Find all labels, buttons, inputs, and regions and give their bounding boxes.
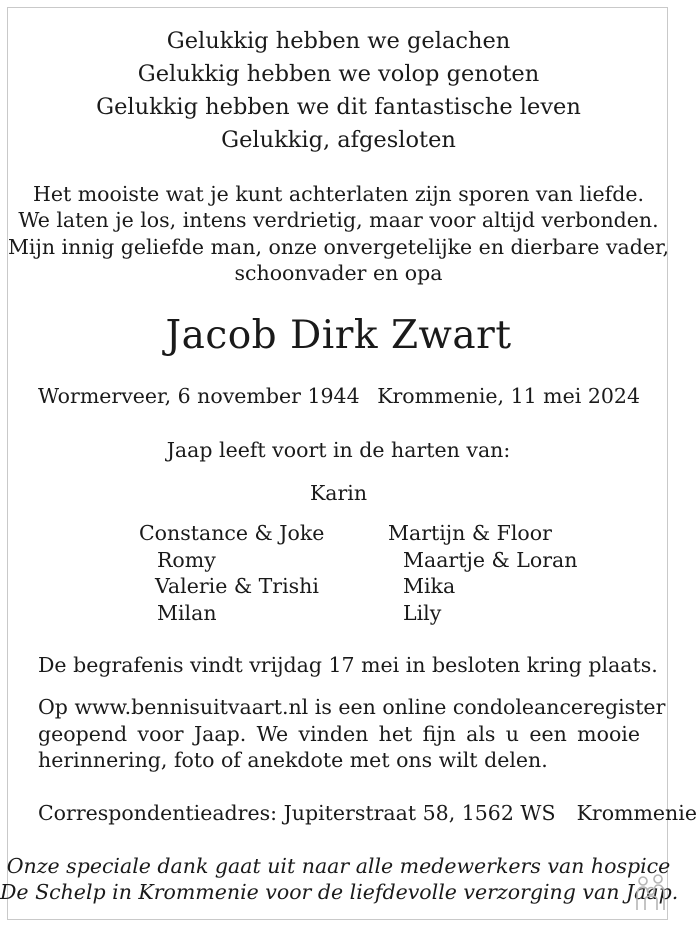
- deceased-name: Jacob Dirk Zwart: [165, 313, 512, 358]
- poem-line-4: Gelukkig, afgesloten: [221, 127, 456, 153]
- correspondence-address: [38, 801, 697, 825]
- survivors-heading: Jaap leeft voort in de harten van:: [166, 438, 511, 462]
- birth-place-date: Wormerveer, 6 november 1944: [38, 384, 360, 408]
- left-family-child: Milan: [157, 601, 217, 625]
- address-label: Correspondentieadres:: [38, 801, 278, 825]
- funeral-notice: De begrafenis vindt vrijdag 17 mei in besloten kring plaats.: [38, 653, 658, 677]
- right-family-child: Mika: [403, 574, 456, 598]
- thanks-line-2: De Schelp in Krommenie voor de liefdevolle verzorging van Jaap.: [0, 880, 679, 904]
- people-group-icon: [634, 872, 668, 912]
- death-place-date: Krommenie, 11 mei 2024: [377, 384, 640, 408]
- right-family-child: Maartje & Loran: [403, 548, 578, 572]
- right-family-child: Lily: [403, 601, 442, 625]
- poem-line-3: Gelukkig hebben we dit fantastische leven: [96, 94, 581, 120]
- condolence-line-3: herinnering, foto of anekdote met ons wilt delen.: [38, 748, 548, 772]
- spouse-name: Karin: [309, 481, 368, 505]
- left-family-child: Valerie & Trishi: [155, 574, 319, 598]
- address-street: Jupiterstraat 58, 1562 WS: [283, 801, 556, 825]
- intro-line-3: Mijn innig geliefde man, onze onvergetelijke en dierbare vader,: [7, 235, 670, 259]
- condolence-line-2: geopend voor Jaap. We vinden het fijn als u een mooie: [38, 722, 640, 746]
- left-family-child: Romy: [157, 548, 216, 572]
- condolence-line-1: Op www.bennisuitvaart.nl is een online condoleanceregister: [38, 695, 666, 719]
- thanks-line-1: Onze speciale dank gaat uit naar alle medewerkers van hospice: [6, 854, 671, 878]
- right-family-couple: Martijn & Floor: [388, 521, 552, 545]
- left-family-couple: Constance & Joke: [139, 521, 325, 545]
- intro-line-4: schoonvader en opa: [234, 261, 443, 285]
- poem-line-2: Gelukkig hebben we volop genoten: [137, 61, 540, 87]
- address-city: Krommenie: [576, 801, 697, 825]
- intro-line-1: Het mooiste wat je kunt achterlaten zijn sporen van liefde.: [32, 182, 645, 206]
- poem-line-1: Gelukkig hebben we gelachen: [166, 28, 511, 54]
- intro-line-2: We laten je los, intens verdrietig, maar voor altijd verbonden.: [18, 208, 659, 232]
